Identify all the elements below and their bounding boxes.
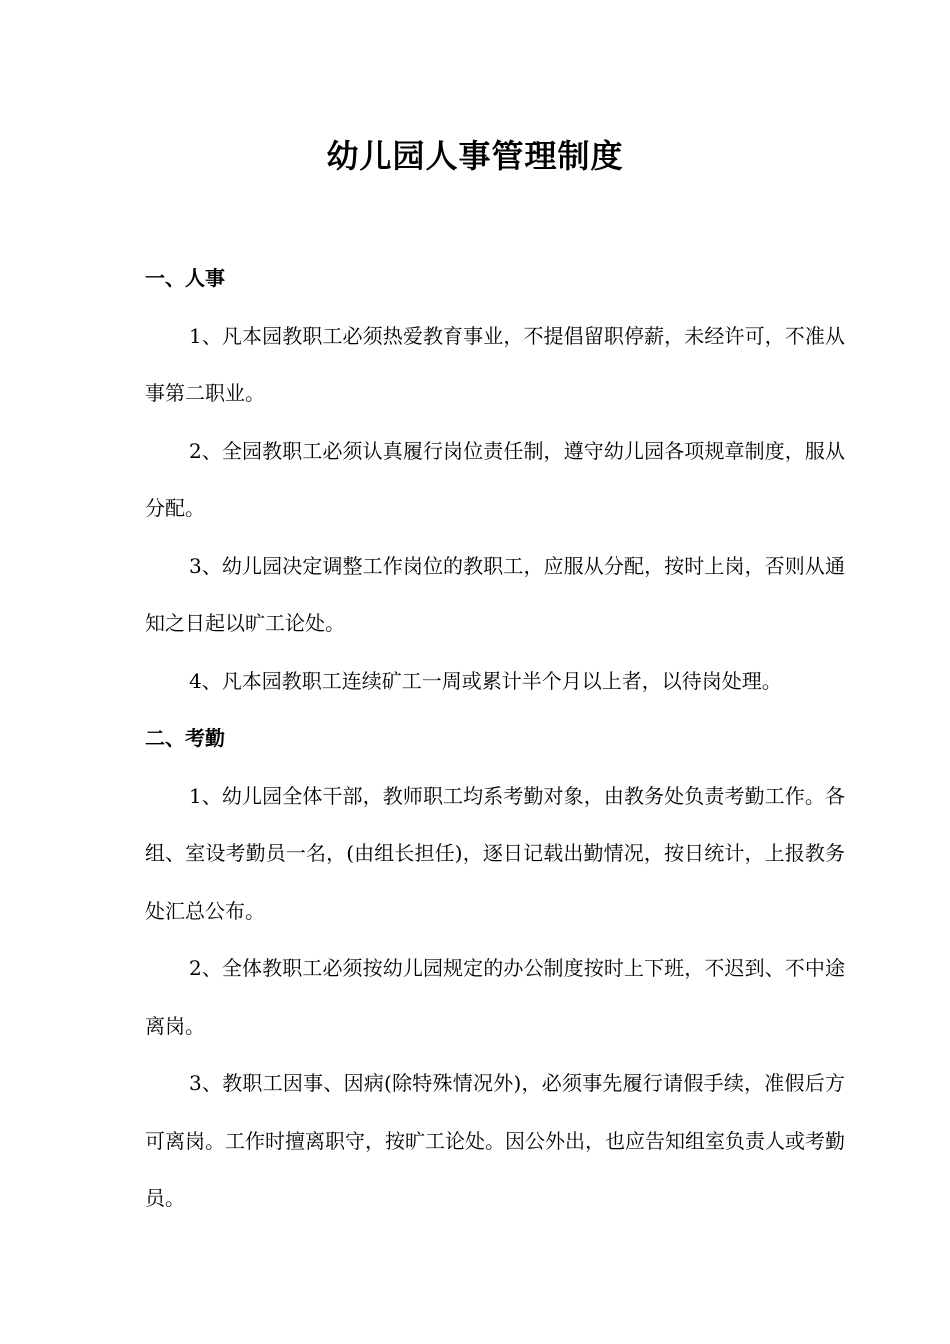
personnel-paragraph-3: 3、幼儿园决定调整工作岗位的教职工，应服从分配，按时上岗，否则从通知之日起以旷工论处。 [145, 553, 845, 635]
section-heading-attendance: 二、考勤 [145, 726, 225, 750]
section-personnel [145, 250, 845, 710]
document-body [145, 250, 845, 1228]
document-title: 幼儿园人事管理制度 [326, 137, 624, 175]
personnel-paragraph-1: 1、凡本园教职工必须热爱教育事业，不提倡留职停薪，未经许可，不准从事第二职业。 [145, 323, 845, 405]
attendance-paragraph-2: 2、全体教职工必须按幼儿园规定的办公制度按时上下班，不迟到、不中途离岗。 [145, 956, 845, 1038]
attendance-paragraph-3: 3、教职工因事、因病(除特殊情况外)，必须事先履行请假手续，准假后方可离岗。工作时擅离职守，按旷工论处。因公外出，也应告知组室负责人或考勤员。 [145, 1071, 845, 1210]
attendance-paragraph-1: 1、幼儿园全体干部，教师职工均系考勤对象，由教务处负责考勤工作。各组、室设考勤员一名，(由组长担任)，逐日记载出勤情况，按日统计，上报教务处汇总公布。 [145, 783, 845, 923]
personnel-paragraph-4: 4、凡本园教职工连续矿工一周或累计半个月以上者，以待岗处理。 [189, 668, 782, 693]
section-attendance [145, 710, 845, 1228]
section-heading-personnel: 一、人事 [145, 266, 225, 290]
personnel-paragraph-2: 2、全园教职工必须认真履行岗位责任制，遵守幼儿园各项规章制度，服从分配。 [145, 438, 845, 520]
